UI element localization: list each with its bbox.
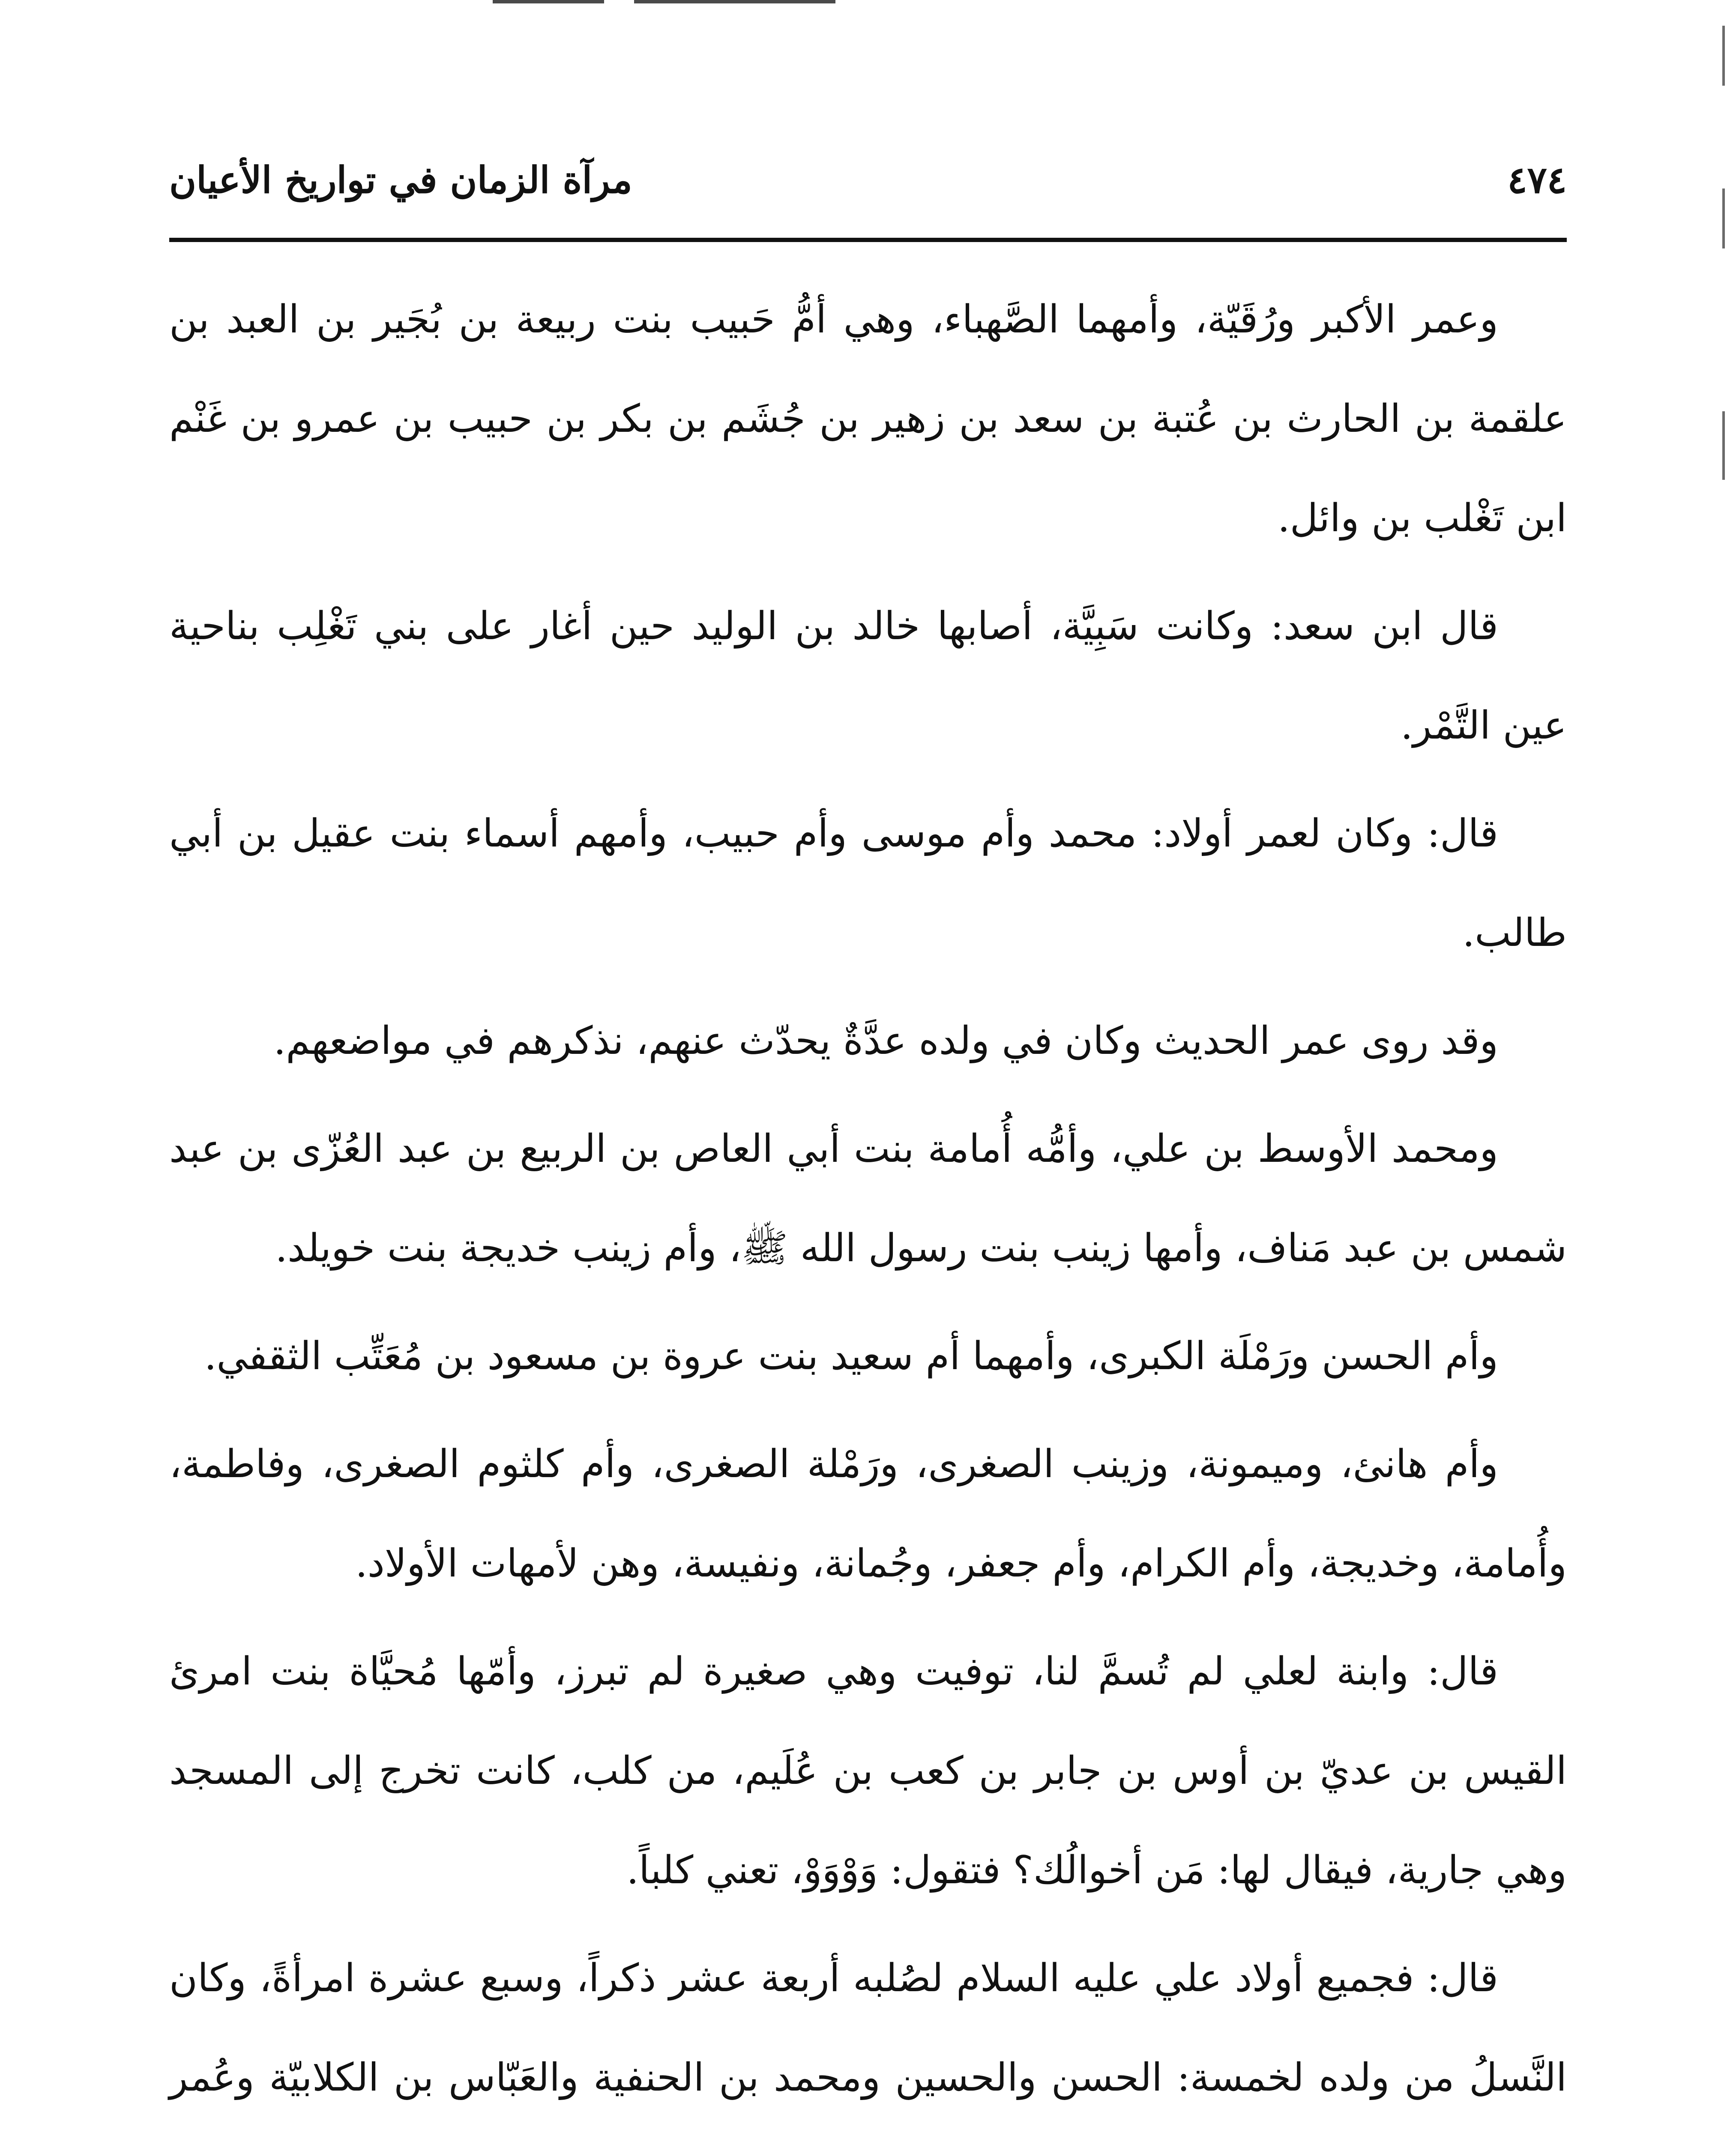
paragraph: وعمر الأكبر ورُقَيّة، وأمهما الصَّهباء، وهي أمُّ حَبيب بنت ربيعة بن بُجَير بن العبد بن علقمة بن الحارث بن عُتبة بن سعد بن زهير بن جُشَم بن بكر بن حبيب بن عمرو بن غَنْم ابن تَغْلب بن وائل. <box>169 297 1567 541</box>
top-edge-rule-center <box>634 0 835 3</box>
paragraph: وقد روى عمر الحديث وكان في ولده عدَّةٌ يحدّث عنهم، نذكرهم في مواضعهم. <box>273 1018 1498 1063</box>
paragraph-text: قال: فجميع أولاد علي عليه السلام لصُلبه أربعة عشر ذكراً، وسبع عشرة امرأةً، وكان النَّسلُ من ولده لخمسة: الحسن والحسين ومحمد بن الحنفية والعَبّاس بن الكلابيّة وعُمر <box>169 1956 1567 2100</box>
paragraph: وأم هانئ، وميمونة، وزينب الصغرى، ورَمْلة الصغرى، وأم كلثوم الصغرى، وفاطمة، وأُمامة، وخديجة، وأم الكرام، وأم جعفر، وجُمانة، ونفيسة، وهن لأمهات الأولاد. <box>169 1442 1567 1586</box>
running-head <box>169 154 1567 218</box>
right-edge-mark <box>1722 188 1725 248</box>
body-text <box>169 270 1567 2142</box>
running-title: مرآة الزمان في تواريخ الأعيان <box>169 159 632 202</box>
paragraph: قال: وكان لعمر أولاد: محمد وأم موسى وأم حبيب، وأمهم أسماء بنت عقيل بن أبي طالب. <box>169 811 1567 955</box>
page-number: ٤٧٤ <box>1507 159 1567 202</box>
header-rule <box>169 238 1567 242</box>
paragraph: وأم الحسن ورَمْلَة الكبرى، وأمهما أم سعيد بنت عروة بن مسعود بن مُعَتِّب الثقفي. <box>204 1334 1498 1379</box>
paragraph: قال: وابنة لعلي لم تُسمَّ لنا، توفيت وهي صغيرة لم تبرز، وأمّها مُحيَّاة بنت امرئ القيس بن عديّ بن أوس بن جابر بن كعب بن عُلَيم، من كلب، كانت تخرج إلى المسجد وهي جارية، فيقال لها: مَن أخوالُك؟ فتقول: وَوْوَوْ، تعني كلباً. <box>169 1649 1567 1893</box>
top-edge-rule-left <box>493 0 604 3</box>
right-edge-mark <box>1722 26 1725 86</box>
right-edge-mark <box>1722 411 1725 480</box>
paragraph: ومحمد الأوسط بن علي، وأمُّه أُمامة بنت أبي العاص بن الربيع بن عبد العُزّى بن عبد شمس بن عبد مَناف، وأمها زينب بنت رسول الله ﷺ، وأم زينب خديجة بنت خويلد. <box>169 1126 1567 1271</box>
paragraph: قال ابن سعد: وكانت سَبِيَّة، أصابها خالد بن الوليد حين أغار على بني تَغْلِب بناحية عين التَّمْر. <box>169 604 1567 748</box>
paragraph-last <box>169 1929 1567 2142</box>
